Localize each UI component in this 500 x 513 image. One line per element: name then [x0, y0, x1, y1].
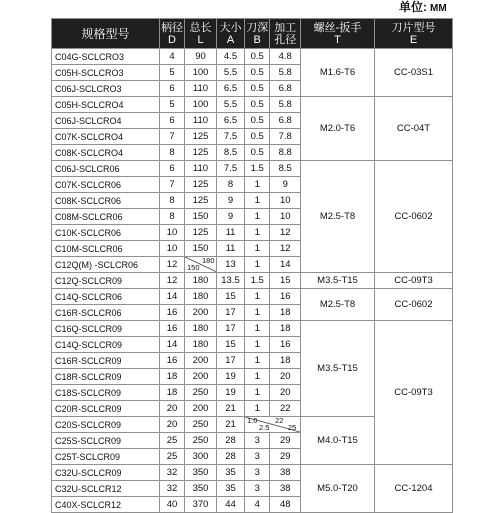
- column-header-title: 刀片型号: [391, 21, 436, 34]
- model-cell: C12Q-SCLCR09: [52, 273, 160, 289]
- column-header-code: E: [409, 33, 418, 46]
- value-cell: 20: [270, 385, 301, 401]
- value-cell: 1: [245, 193, 270, 209]
- value-cell: 40: [160, 497, 185, 513]
- value-cell: 3: [245, 465, 270, 481]
- value-cell: 8: [160, 193, 185, 209]
- value-cell: 250: [185, 417, 217, 433]
- value-cell: 5: [160, 65, 185, 81]
- value-cell: 1.5: [245, 273, 270, 289]
- screw-wrench-cell: M4.0-T15: [301, 417, 375, 465]
- value-cell: 38: [270, 465, 301, 481]
- value-cell: 250: [185, 385, 217, 401]
- value-cell: 350: [185, 481, 217, 497]
- insert-model-cell: CC-09T3: [375, 273, 453, 289]
- value-cell: 38: [270, 481, 301, 497]
- value-cell: 10: [270, 209, 301, 225]
- value-cell: 14: [160, 289, 185, 305]
- value-cell: 4.8: [270, 49, 301, 65]
- value-cell: 19: [217, 385, 245, 401]
- column-header: [375, 19, 453, 49]
- value-cell: 12: [270, 225, 301, 241]
- value-cell: 1: [245, 369, 270, 385]
- value-cell: 8: [217, 177, 245, 193]
- value-cell: 6.8: [270, 81, 301, 97]
- table-header-row: [52, 19, 453, 49]
- column-header-title: 规格型号: [81, 26, 130, 41]
- value-cell: 110: [185, 113, 217, 129]
- value-cell: 28: [217, 449, 245, 465]
- value-cell: 6.5: [217, 113, 245, 129]
- value-cell: 150: [185, 209, 217, 225]
- value-cell: 200: [185, 369, 217, 385]
- model-cell: C18S-SCLCR09: [52, 385, 160, 401]
- table-row: [52, 161, 453, 177]
- model-cell: C20R-SCLCR09: [52, 401, 160, 417]
- insert-model-cell: CC-09T3: [375, 321, 453, 465]
- tool-spec-table: [51, 18, 453, 513]
- value-cell: 6.5: [217, 81, 245, 97]
- model-cell: C08M-SCLCR06: [52, 209, 160, 225]
- value-cell: 4.5: [217, 49, 245, 65]
- column-header: [52, 19, 160, 49]
- model-cell: C25S-SCLCR09: [52, 433, 160, 449]
- screw-wrench-cell: M2.5-T8: [301, 289, 375, 321]
- model-cell: C08K-SCLCRO4: [52, 145, 160, 161]
- value-cell: 8: [160, 209, 185, 225]
- model-cell: C16R-SCLCR06: [52, 305, 160, 321]
- table-row: [52, 273, 453, 289]
- value-cell: 125: [185, 177, 217, 193]
- depth-upper-value: 1.0: [247, 416, 258, 425]
- column-header-code: L: [197, 33, 204, 46]
- value-cell: 1: [245, 257, 270, 273]
- value-cell: 110: [185, 161, 217, 177]
- value-cell: 6.8: [270, 113, 301, 129]
- model-cell: C04G-SCLCRO3: [52, 49, 160, 65]
- value-cell: 48: [270, 497, 301, 513]
- model-cell: C12Q(M) -SCLCR06: [52, 257, 160, 273]
- column-header-code: T: [334, 33, 341, 46]
- value-cell: 14: [160, 337, 185, 353]
- model-cell: C16Q-SCLCR09: [52, 321, 160, 337]
- table-row: [52, 97, 453, 113]
- value-cell: 19: [217, 369, 245, 385]
- value-cell: 10: [160, 241, 185, 257]
- value-cell: 11: [217, 225, 245, 241]
- value-cell: 5.5: [217, 97, 245, 113]
- model-cell: C32U-SCLCR09: [52, 465, 160, 481]
- value-cell: 1: [245, 289, 270, 305]
- value-cell: 1: [245, 305, 270, 321]
- model-cell: C32U-SCLCR12: [52, 481, 160, 497]
- value-cell: 25: [160, 449, 185, 465]
- value-cell: 16: [270, 289, 301, 305]
- model-cell: C06J-SCLCRO3: [52, 81, 160, 97]
- value-cell: 9: [217, 209, 245, 225]
- value-cell: 0.5: [245, 129, 270, 145]
- value-cell: 20: [160, 417, 185, 433]
- value-cell: 8.8: [270, 145, 301, 161]
- insert-model-cell: CC-1204: [375, 465, 453, 513]
- table-row: [52, 289, 453, 305]
- value-cell: 18: [160, 369, 185, 385]
- value-cell: 1: [245, 241, 270, 257]
- model-cell: C10K-SCLCR06: [52, 225, 160, 241]
- value-cell: 8.5: [270, 161, 301, 177]
- value-cell: 15: [217, 289, 245, 305]
- value-cell: 100: [185, 97, 217, 113]
- table-row: [52, 49, 453, 65]
- screw-wrench-cell: M1.6-T6: [301, 49, 375, 97]
- value-cell: 20: [160, 401, 185, 417]
- table-row: [52, 321, 453, 337]
- value-cell: 1: [245, 225, 270, 241]
- value-cell: 0.5: [245, 113, 270, 129]
- column-header-code: B: [253, 33, 261, 46]
- model-cell: C10M-SCLCR06: [52, 241, 160, 257]
- value-cell: 300: [185, 449, 217, 465]
- screw-wrench-cell: M2.5-T8: [301, 161, 375, 273]
- value-cell: 5.8: [270, 65, 301, 81]
- value-cell: 18: [270, 305, 301, 321]
- value-cell: 9: [270, 177, 301, 193]
- value-cell: 125: [185, 193, 217, 209]
- depth-lower-value: 2.5: [259, 423, 270, 432]
- value-cell: 35: [217, 481, 245, 497]
- value-cell: 14: [270, 257, 301, 273]
- model-cell: C16R-SCLCR09: [52, 353, 160, 369]
- model-cell: C07K-SCLCR06: [52, 177, 160, 193]
- value-cell: 110: [185, 81, 217, 97]
- value-cell: 10: [160, 225, 185, 241]
- insert-model-cell: CC-0602: [375, 289, 453, 321]
- value-cell: 16: [270, 337, 301, 353]
- model-cell: C14Q-SCLCR09: [52, 337, 160, 353]
- value-cell: 8.5: [217, 145, 245, 161]
- column-header-code: A: [226, 33, 235, 46]
- value-cell: 90: [185, 49, 217, 65]
- value-cell: 350: [185, 465, 217, 481]
- value-cell: 13: [217, 257, 245, 273]
- value-cell: 1: [245, 321, 270, 337]
- value-cell: 11: [217, 241, 245, 257]
- table-row: [52, 465, 453, 481]
- value-cell: 0.5: [245, 49, 270, 65]
- value-cell: 125: [185, 225, 217, 241]
- value-cell: 17: [217, 321, 245, 337]
- value-cell: 5.8: [270, 97, 301, 113]
- value-cell: 4: [245, 497, 270, 513]
- value-cell: 180: [185, 273, 217, 289]
- value-cell: 9: [217, 193, 245, 209]
- value-cell: 16: [160, 353, 185, 369]
- value-cell: 180: [185, 289, 217, 305]
- value-cell: 10: [270, 193, 301, 209]
- value-cell: 29: [270, 449, 301, 465]
- value-cell: 3: [245, 433, 270, 449]
- value-cell: 180: [185, 321, 217, 337]
- column-header: [217, 19, 245, 49]
- screw-wrench-cell: M3.5-T15: [301, 321, 375, 417]
- value-cell: 6: [160, 81, 185, 97]
- value-cell: 18: [160, 385, 185, 401]
- value-cell: 16: [160, 305, 185, 321]
- column-header: [245, 19, 270, 49]
- model-cell: C40X-SCLCR12: [52, 497, 160, 513]
- value-cell: 180: [185, 337, 217, 353]
- value-cell: 44: [217, 497, 245, 513]
- value-cell: 125: [185, 145, 217, 161]
- unit-note: [399, 0, 447, 16]
- value-cell: 7.5: [217, 129, 245, 145]
- value-cell: 21: [217, 417, 245, 433]
- value-cell: 1: [245, 401, 270, 417]
- column-header-code: 孔径: [274, 33, 297, 46]
- screw-wrench-cell: M3.5-T15: [301, 273, 375, 289]
- value-cell: 6: [160, 161, 185, 177]
- unit-label: 单位:: [399, 0, 427, 14]
- value-cell: 16: [160, 321, 185, 337]
- value-cell: 250: [185, 433, 217, 449]
- value-cell: 200: [185, 305, 217, 321]
- unit-value: MM: [430, 3, 447, 14]
- column-header: [270, 19, 301, 49]
- length-upper-value: 180: [202, 256, 215, 265]
- value-cell: 32: [160, 465, 185, 481]
- value-cell: 1: [245, 353, 270, 369]
- value-cell: 17: [217, 353, 245, 369]
- value-cell: 0.5: [245, 65, 270, 81]
- model-cell: C06J-SCLCR06: [52, 161, 160, 177]
- value-cell: 22: [270, 401, 301, 417]
- value-cell: 18: [270, 321, 301, 337]
- model-cell: C14Q-SCLCR06: [52, 289, 160, 305]
- value-cell: 12: [270, 241, 301, 257]
- model-cell: C05H-SCLCRO3: [52, 65, 160, 81]
- value-cell: 6: [160, 113, 185, 129]
- bore-upper-value: 22: [275, 416, 284, 425]
- model-cell: C18R-SCLCR09: [52, 369, 160, 385]
- value-cell: 8: [160, 145, 185, 161]
- column-header: [185, 19, 217, 49]
- length-lower-value: 150: [187, 263, 200, 272]
- value-cell: 0.5: [245, 81, 270, 97]
- column-header-code: D: [168, 33, 176, 46]
- value-cell: 13.5: [217, 273, 245, 289]
- column-header-title: 螺丝-扳手: [313, 21, 362, 34]
- value-cell: 0.5: [245, 145, 270, 161]
- value-cell: 1: [245, 177, 270, 193]
- bore-lower-value: 25: [288, 423, 297, 432]
- value-cell: 200: [185, 353, 217, 369]
- column-header: [160, 19, 185, 49]
- value-cell: 7.5: [217, 161, 245, 177]
- value-cell: 1: [245, 385, 270, 401]
- insert-model-cell: CC-0602: [375, 161, 453, 273]
- value-cell: 125: [185, 129, 217, 145]
- value-cell: 7: [160, 177, 185, 193]
- value-cell: 35: [217, 465, 245, 481]
- insert-model-cell: CC-03S1: [375, 49, 453, 97]
- model-cell: C05H-SCLCRO4: [52, 97, 160, 113]
- value-cell: 12: [160, 257, 185, 273]
- insert-model-cell: CC-04T: [375, 97, 453, 161]
- value-cell: 12: [160, 273, 185, 289]
- model-cell: C25T-SCLCR09: [52, 449, 160, 465]
- value-cell: 15: [217, 337, 245, 353]
- value-cell: 150: [185, 241, 217, 257]
- model-cell: C08K-SCLCR06: [52, 193, 160, 209]
- value-cell: 1: [245, 209, 270, 225]
- column-header-title: 柄径: [161, 21, 183, 34]
- value-cell: 28: [217, 433, 245, 449]
- value-cell: 5: [160, 97, 185, 113]
- model-cell: C20S-SCLCR09: [52, 417, 160, 433]
- value-cell: 0.5: [245, 97, 270, 113]
- value-cell: 370: [185, 497, 217, 513]
- value-cell: 1.5: [245, 161, 270, 177]
- value-cell: 32: [160, 481, 185, 497]
- model-cell: C07K-SCLCRO4: [52, 129, 160, 145]
- model-cell: C06J-SCLCRO4: [52, 113, 160, 129]
- value-cell: 7: [160, 129, 185, 145]
- screw-wrench-cell: M2.0-T6: [301, 97, 375, 161]
- value-cell: 7.8: [270, 129, 301, 145]
- column-header-title: 刀深: [246, 21, 269, 34]
- value-cell: 3: [245, 481, 270, 497]
- column-header-title: 总长: [189, 21, 212, 34]
- column-header: [301, 19, 375, 49]
- column-header-title: 加工: [274, 21, 297, 34]
- value-cell: 3: [245, 449, 270, 465]
- value-cell: 17: [217, 305, 245, 321]
- screw-wrench-cell: M5.0-T20: [301, 465, 375, 513]
- value-cell: 21: [217, 401, 245, 417]
- value-cell: 4: [160, 49, 185, 65]
- value-cell: 20: [270, 369, 301, 385]
- value-cell: 29: [270, 433, 301, 449]
- value-cell: 1: [245, 337, 270, 353]
- value-cell: 100: [185, 65, 217, 81]
- value-cell: 18: [270, 353, 301, 369]
- value-cell: 200: [185, 401, 217, 417]
- value-cell: 25: [160, 433, 185, 449]
- value-cell: 5.5: [217, 65, 245, 81]
- column-header-title: 大小: [219, 21, 242, 34]
- value-cell: 15: [270, 273, 301, 289]
